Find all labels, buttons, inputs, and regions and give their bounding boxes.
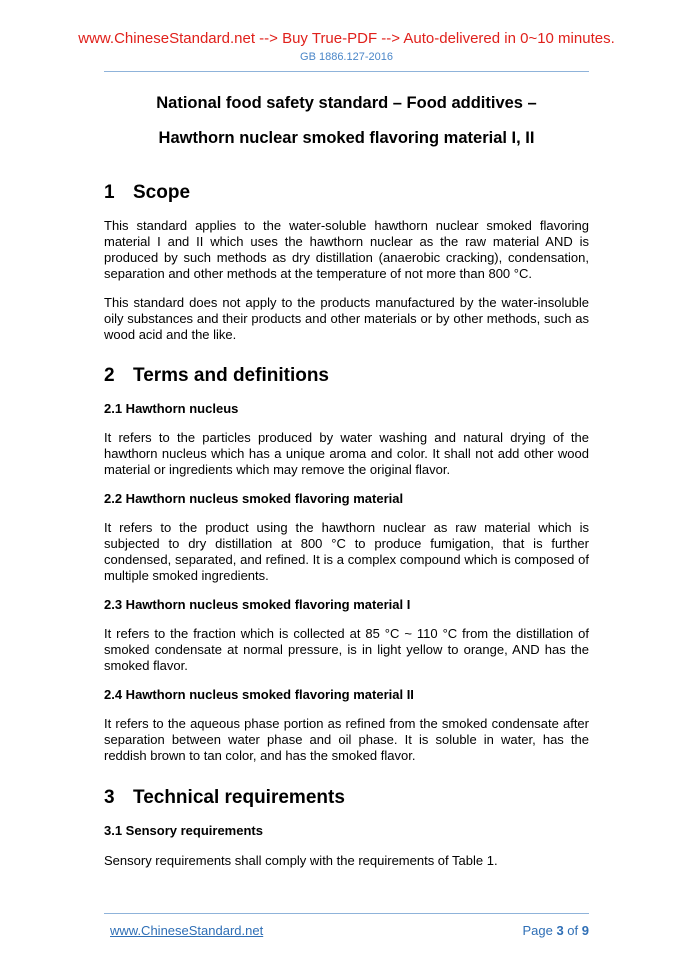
subsection-2-2-heading: 2.2 Hawthorn nucleus smoked flavoring material [104,491,404,506]
section-1-number: 1 [104,182,115,203]
document-number: GB 1886.127-2016 [300,51,393,63]
scope-paragraph-2: This standard does not apply to the products manufactured by the water-insoluble oily substances and their products and other materials or by other methods, such as wood acid and the like. [104,295,589,342]
subsection-2-4-text: It refers to the aqueous phase portion as refined from the smoked condensate after separation between water phase and oil phase. It is soluble in water, has the reddish brown to tan color, and has the smoked flavor. [104,716,589,763]
top-banner-link[interactable]: www.ChineseStandard.net --> Buy True-PDF --> Auto-delivered in 0~10 minutes. [78,30,615,47]
section-3-number: 3 [104,787,115,808]
page-content [104,93,589,869]
subsection-2-3-text: It refers to the fraction which is collected at 85 °C ~ 110 °C from the distillation of smoked condensate at normal pressure, is in light yellow to orange, AND has the smoked flavor. [104,626,589,673]
page-indicator [522,923,589,939]
section-3-heading [104,787,589,809]
section-2-heading [104,365,589,387]
subsection-2-3-heading: 2.3 Hawthorn nucleus smoked flavoring material I [104,597,411,612]
header-divider [104,71,589,72]
footer-divider [104,913,589,914]
title-line-1: National food safety standard – Food additives – [156,94,537,112]
subsection-3-1-text: Sensory requirements shall comply with the requirements of Table 1. [104,853,498,868]
page-label: Page [522,923,553,938]
title-line-2: Hawthorn nuclear smoked flavoring material I, II [158,129,535,147]
section-1-heading [104,182,589,204]
page-of: of [567,923,579,938]
subsection-2-4-heading: 2.4 Hawthorn nucleus smoked flavoring material II [104,687,414,702]
section-2-number: 2 [104,365,115,386]
section-1-title: Scope [133,182,191,203]
subsection-2-1-text: It refers to the particles produced by water washing and natural drying of the hawthorn nucleus which has a unique aroma and color. It shall not add other wood material or ingredients which may remove the original flavor. [104,430,589,477]
subsection-3-1-heading: 3.1 Sensory requirements [104,823,263,838]
page-total: 9 [581,923,589,938]
page-current: 3 [556,923,564,938]
subsection-2-2-text: It refers to the product using the hawthorn nuclear as raw material which is subjected to dry distillation at 800 °C to produce fumigation, that is further condensed, separated, and refined. It is a complex compound which is composed of multiple smoked ingredients. [104,520,589,583]
section-2-title: Terms and definitions [133,365,330,386]
section-3-title: Technical requirements [133,787,345,808]
scope-paragraph-1: This standard applies to the water-soluble hawthorn nuclear smoked flavoring material I and II which uses the hawthorn nuclear as the raw material AND is produced by such methods as dry distillation (anaerobic cracking), condensation, separation and other methods at the temperature of not more than 800 °C. [104,218,589,281]
footer-website-link[interactable]: www.ChineseStandard.net [110,923,264,938]
subsection-2-1-heading: 2.1 Hawthorn nucleus [104,401,239,416]
